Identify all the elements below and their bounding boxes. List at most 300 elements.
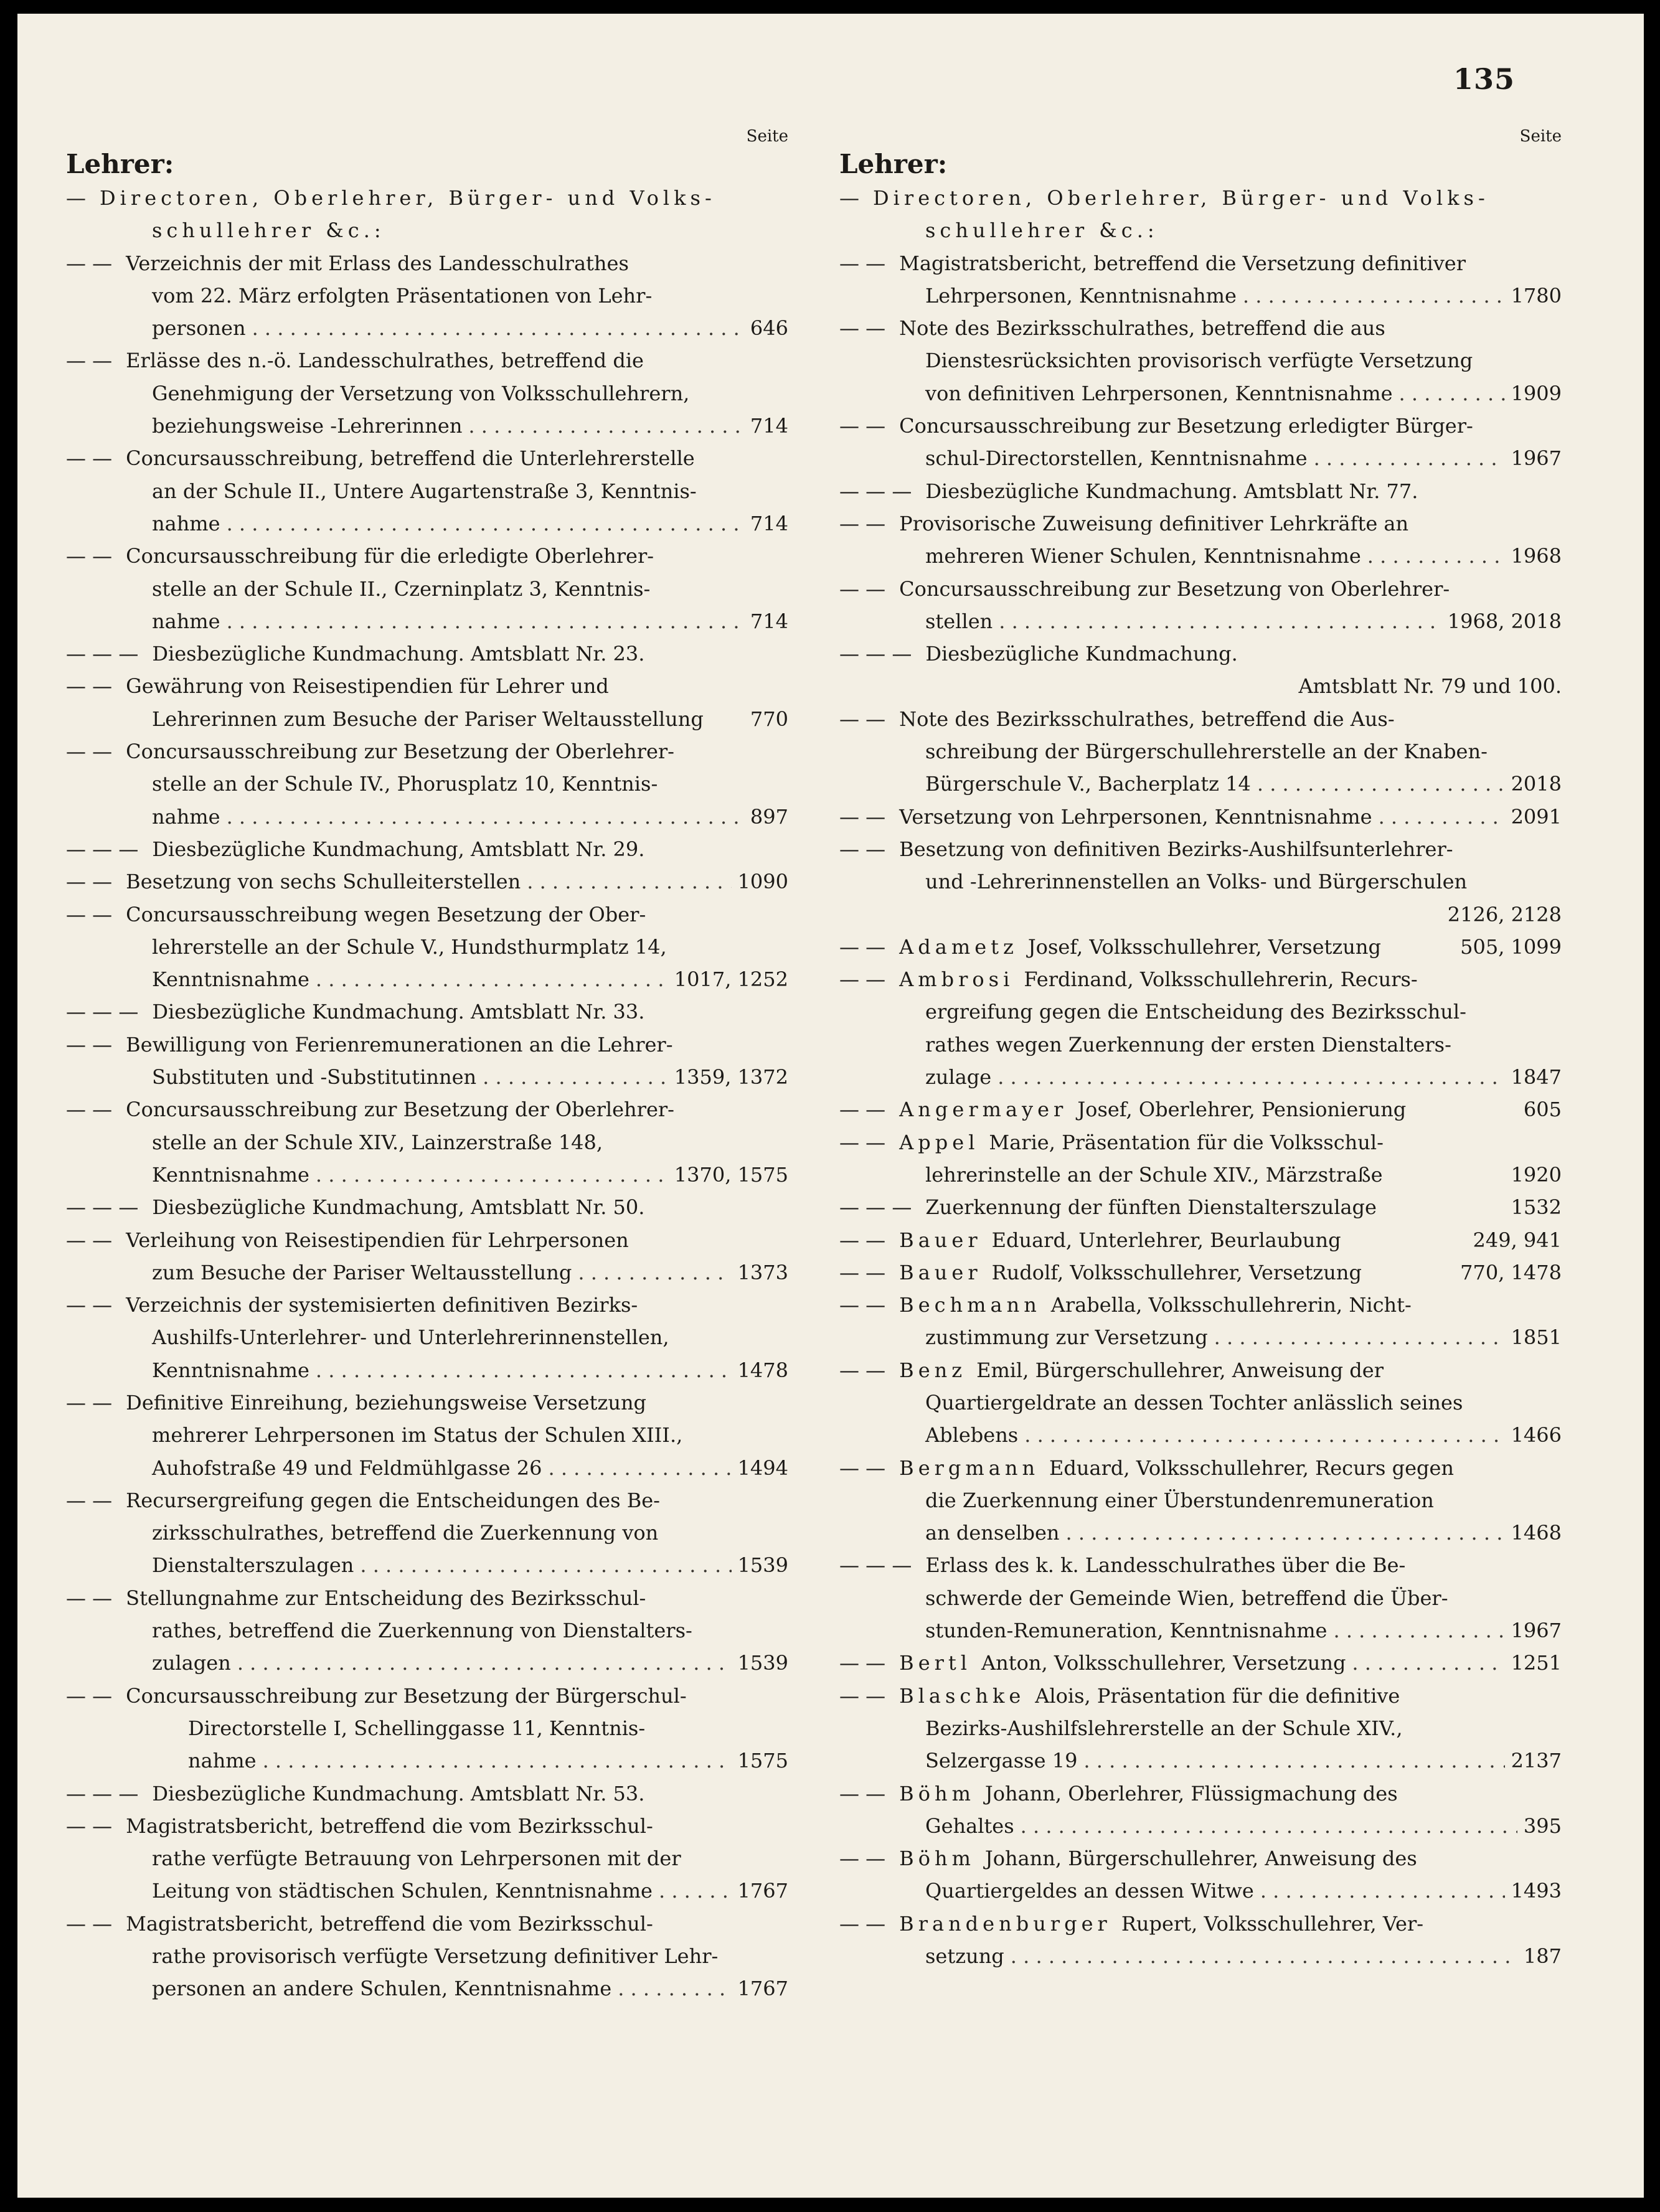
index-entry — [66, 1289, 788, 1386]
leader-dots — [578, 1256, 731, 1289]
entry-line — [66, 865, 788, 898]
page-reference: 646 — [750, 316, 788, 341]
page-reference: 1967 — [1511, 446, 1562, 471]
index-entry — [66, 1484, 788, 1582]
entry-line — [66, 1191, 788, 1223]
entry-line — [66, 214, 788, 247]
leader-dots — [316, 1354, 732, 1386]
page-reference: 1466 — [1511, 1423, 1562, 1447]
entry-text: vom 22. März erfolgten Präsentationen von Lehr- — [152, 283, 653, 308]
entry-dash: — — — [66, 1293, 113, 1317]
page-reference: 1767 — [737, 1879, 788, 1903]
entry-line — [839, 1875, 1562, 1907]
entry-text: nahme — [152, 609, 220, 633]
entry-text: Stellungnahme zur Entscheidung des Bezirksschul- — [126, 1586, 646, 1610]
entry-line — [66, 1972, 788, 2005]
page-reference: 395 — [1523, 1814, 1562, 1838]
leader-dots — [548, 1452, 731, 1484]
person-name: Blaschke — [899, 1683, 1026, 1708]
entry-dash: — — — [839, 1358, 886, 1382]
entry-line — [66, 410, 788, 442]
entry-dash: — — — — [66, 837, 139, 861]
index-entry — [66, 247, 788, 345]
entry-line — [66, 963, 788, 995]
entry-text: rathe provisorisch verfügte Versetzung definitiver Lehr- — [152, 1944, 719, 1969]
page-reference: 770, 1478 — [1460, 1260, 1562, 1284]
entry-line — [839, 1712, 1562, 1744]
entry-text: Auhofstraße 49 und Feldmühlgasse 26 — [152, 1456, 542, 1480]
entry-line — [66, 1549, 788, 1581]
leader-dots — [316, 963, 668, 995]
entry-line — [839, 1680, 1562, 1712]
entry-line — [66, 1842, 788, 1875]
index-entry — [66, 344, 788, 442]
index-entry — [839, 1126, 1562, 1192]
leader-dots — [999, 605, 1441, 638]
entry-line — [66, 1810, 788, 1842]
page-number: 135 — [1453, 62, 1515, 96]
entry-dash: — — — [66, 1098, 113, 1122]
entry-text: beziehungsweise -Lehrerinnen — [152, 414, 463, 438]
leader-dots — [227, 507, 744, 540]
index-entry — [66, 833, 788, 865]
person-name: Böhm — [899, 1847, 975, 1871]
entry-line — [839, 898, 1562, 931]
entry-text: Dienstesrücksichten provisorisch verfügte Versetzung — [925, 349, 1473, 373]
entry-line — [839, 540, 1562, 572]
person-name: Bertl — [899, 1651, 972, 1675]
index-entry — [839, 1549, 1562, 1647]
index-entry — [66, 1191, 788, 1223]
entry-dash: — — — [66, 349, 113, 373]
leader-dots — [263, 1744, 732, 1777]
section-title: Lehrer: — [839, 149, 948, 179]
person-name: Appel — [899, 1130, 979, 1154]
entry-dash: — — — [839, 1260, 886, 1284]
entry-line — [66, 540, 788, 572]
leader-dots — [316, 1159, 668, 1191]
entry-dash: — — — — [66, 642, 139, 666]
entry-text: Verzeichnis der systemisierten definitiven Bezirks- — [126, 1293, 638, 1317]
entry-text: stellen — [925, 609, 993, 633]
entry-text: Concursausschreibung zur Besetzung erledigter Bürger- — [899, 414, 1473, 438]
entry-dash: — — — [66, 1814, 113, 1838]
entry-line — [839, 995, 1562, 1028]
entry-text: Zuerkennung der fünften Dienstalterszulage — [925, 1195, 1377, 1220]
leader-dots — [1083, 1744, 1504, 1777]
entry-text: Directoren, Oberlehrer, Bürger- und Volks- — [100, 186, 716, 210]
entry-text: Alois, Präsentation für die definitive — [1035, 1683, 1400, 1708]
entry-text: Genehmigung der Versetzung von Volksschullehrern, — [152, 381, 690, 405]
entry-line — [839, 507, 1562, 540]
entry-dash: — — — [839, 1130, 886, 1154]
entry-line — [839, 442, 1562, 474]
entry-line — [66, 605, 788, 638]
entry-text: schullehrer &c.: — [925, 219, 1159, 243]
entry-line — [66, 182, 788, 214]
entry-text: nahme — [188, 1749, 257, 1773]
page-reference: 1373 — [737, 1260, 788, 1284]
entry-text: zustimmung zur Versetzung — [925, 1325, 1208, 1350]
index-entry — [839, 1224, 1562, 1256]
index-entry — [839, 1093, 1562, 1126]
page-reference: 1851 — [1511, 1325, 1562, 1350]
entry-text: Ferdinand, Volksschullehrerin, Recurs- — [1024, 967, 1418, 992]
entry-text: Erlässe des n.-ö. Landesschulrathes, betreffend die — [126, 349, 644, 373]
entry-text: Diesbezügliche Kundmachung. Amtsblatt Nr. 33. — [152, 1000, 645, 1024]
entry-text: Aushilfs-Unterlehrer- und Unterlehrerinnenstellen, — [152, 1325, 669, 1350]
leader-dots — [1367, 540, 1505, 572]
entry-text: Directoren, Oberlehrer, Bürger- und Volks- — [873, 186, 1489, 210]
entry-line — [66, 1744, 788, 1777]
entry-line — [839, 280, 1562, 312]
leader-dots — [618, 1972, 731, 2005]
entry-text: an denselben — [925, 1521, 1060, 1545]
entry-text: Lehrpersonen, Kenntnisnahme — [925, 283, 1237, 308]
entry-text: Concursausschreibung zur Besetzung der Oberlehrer- — [126, 740, 674, 764]
entry-text: Marie, Präsentation für die Volksschul- — [989, 1130, 1384, 1154]
entry-dash: — — — [839, 1781, 886, 1805]
entry-text: Concursausschreibung zur Besetzung der Oberlehrer- — [126, 1098, 674, 1122]
entry-line — [839, 182, 1562, 214]
entry-text: Rupert, Volksschullehrer, Ver- — [1121, 1911, 1424, 1936]
entry-line — [839, 1061, 1562, 1093]
index-entry — [839, 1289, 1562, 1354]
entry-text: Versetzung von Lehrpersonen, Kenntnisnahme — [899, 804, 1372, 829]
entry-line — [839, 214, 1562, 247]
index-entry — [839, 1191, 1562, 1223]
page-reference: 1468 — [1511, 1521, 1562, 1545]
entry-text: schullehrer &c.: — [152, 219, 385, 243]
entry-line — [839, 1419, 1562, 1451]
leader-dots — [227, 605, 744, 638]
entry-line — [66, 801, 788, 833]
entry-line — [839, 1647, 1562, 1679]
entry-dash: — — — — [66, 1195, 139, 1220]
index-entry — [66, 670, 788, 735]
entry-line — [839, 670, 1562, 702]
page-reference: 1251 — [1511, 1651, 1562, 1675]
page-reference: 1968, 2018 — [1447, 609, 1562, 633]
entry-text: Emil, Bürgerschullehrer, Anweisung der — [976, 1358, 1384, 1382]
section-title: Lehrer: — [66, 149, 174, 179]
leader-dots — [1066, 1517, 1505, 1549]
entry-line — [66, 735, 788, 768]
entry-text: an der Schule II., Untere Augartenstraße 3, Kenntnis- — [152, 479, 697, 503]
entry-line — [66, 312, 788, 344]
entry-text: Lehrerinnen zum Besuche der Pariser Weltausstellung — [152, 707, 704, 731]
entry-text: Kenntnisnahme — [152, 1358, 309, 1382]
index-entry — [66, 1386, 788, 1484]
entry-line — [66, 1093, 788, 1126]
page-reference: 1909 — [1511, 381, 1562, 405]
page-reference: 1967 — [1511, 1619, 1562, 1643]
entry-line — [839, 931, 1562, 963]
entry-dash: — — — [839, 414, 886, 438]
entry-line — [839, 703, 1562, 735]
entry-text: nahme — [152, 804, 220, 829]
entry-text: Kenntnisnahme — [152, 967, 309, 992]
page-reference: 897 — [750, 804, 788, 829]
entry-text: Dienstalterszulagen — [152, 1553, 354, 1578]
entry-text: mehrerer Lehrpersonen im Status der Schulen XIII., — [152, 1423, 683, 1447]
entry-text: lehrerstelle an der Schule V., Hundsthurmplatz 14, — [152, 934, 667, 959]
entry-line — [839, 475, 1562, 507]
page-reference: 1478 — [737, 1358, 788, 1382]
person-name: Böhm — [899, 1781, 975, 1805]
entry-text: Diesbezügliche Kundmachung. — [925, 642, 1238, 666]
entry-text: ergreifung gegen die Entscheidung des Bezirksschul- — [925, 1000, 1466, 1024]
entry-text: Arabella, Volksschullehrerin, Nicht- — [1050, 1293, 1412, 1317]
entry-text: stelle an der Schule XIV., Lainzerstraße 148, — [152, 1130, 603, 1154]
leader-dots — [1021, 1810, 1517, 1842]
entry-dash: — — — — [66, 1000, 139, 1024]
entry-text: Kenntnisnahme — [152, 1162, 309, 1187]
entry-text: Gehaltes — [925, 1814, 1014, 1838]
entry-line — [839, 768, 1562, 800]
entry-dash: — — — [66, 544, 113, 568]
entry-dash: — — — [66, 740, 113, 764]
leader-dots — [1257, 768, 1505, 800]
page-reference: 1539 — [737, 1553, 788, 1578]
entry-dash: — — — [839, 934, 886, 959]
entry-line — [66, 1224, 788, 1256]
entry-dash: — — — [66, 1586, 113, 1610]
entry-dash: — — — [839, 967, 886, 992]
page-reference: 714 — [750, 511, 788, 535]
index-entry — [839, 1680, 1562, 1777]
entry-dash: — — — [66, 1228, 113, 1252]
entry-line — [66, 573, 788, 605]
entry-text: Selzergasse 19 — [925, 1749, 1078, 1773]
entry-line — [66, 1680, 788, 1712]
entry-text: Definitive Einreihung, beziehungsweise Versetzung — [126, 1390, 647, 1414]
entry-text: Substituten und -Substitutinnen — [152, 1065, 477, 1090]
leader-dots — [1243, 280, 1505, 312]
entry-text: Quartiergeldrate an dessen Tochter anlässlich seines — [925, 1390, 1463, 1414]
entry-line — [66, 377, 788, 410]
index-entry — [839, 573, 1562, 638]
left-column — [66, 126, 788, 2005]
entry-dash: — — — [66, 1683, 113, 1708]
page-reference: 714 — [750, 609, 788, 633]
entry-line — [839, 377, 1562, 410]
entry-line — [839, 344, 1562, 377]
entry-text: von definitiven Lehrpersonen, Kenntnisnahme — [925, 381, 1393, 405]
entry-text: zulagen — [152, 1651, 231, 1675]
entry-line — [839, 1842, 1562, 1875]
page-reference: 1780 — [1511, 283, 1562, 308]
entry-text: Diesbezügliche Kundmachung, Amtsblatt Nr. 50. — [152, 1195, 645, 1220]
page-reference: 1767 — [737, 1977, 788, 2001]
entry-text: Johann, Bürgerschullehrer, Anweisung des — [984, 1847, 1417, 1871]
entry-dash: — — — — [839, 1553, 912, 1578]
entry-text: Concursausschreibung wegen Besetzung der Ober- — [126, 902, 646, 926]
entry-line — [839, 1159, 1562, 1191]
entry-line — [66, 1386, 788, 1419]
index-entry — [66, 865, 788, 898]
entry-text: schwerde der Gemeinde Wien, betreffend die Über- — [925, 1586, 1448, 1610]
page-reference: 187 — [1523, 1944, 1562, 1969]
entry-line — [66, 995, 788, 1028]
entry-text: mehreren Wiener Schulen, Kenntnisnahme — [925, 544, 1361, 568]
entry-dash: — — — [66, 446, 113, 471]
entry-line — [839, 1549, 1562, 1581]
entry-line — [839, 1256, 1562, 1289]
entry-dash: — — — [839, 837, 886, 861]
leader-dots — [483, 1061, 668, 1093]
entry-text: Leitung von städtischen Schulen, Kenntnisnahme — [152, 1879, 653, 1903]
column-header-seite: Seite — [1519, 127, 1562, 146]
entry-line — [839, 1744, 1562, 1777]
entry-text: Eduard, Unterlehrer, Beurlaubung — [991, 1228, 1341, 1252]
entry-dash: — — — [66, 1032, 113, 1057]
page-reference: 1017, 1252 — [674, 967, 788, 992]
leader-dots — [1214, 1321, 1505, 1353]
entry-text: rathes wegen Zuerkennung der ersten Dienstalters- — [925, 1032, 1451, 1057]
index-entry — [839, 182, 1562, 247]
entry-dash: — — — — [66, 1781, 139, 1805]
entry-line — [839, 735, 1562, 768]
entry-text: schreibung der Bürgerschullehrerstelle an der Knaben- — [925, 740, 1488, 764]
page-reference: 1847 — [1511, 1065, 1562, 1090]
entry-text: Rudolf, Volksschullehrer, Versetzung — [991, 1260, 1362, 1284]
person-name: Benz — [899, 1358, 967, 1382]
entry-dash: — — — [66, 870, 113, 894]
entry-text: Johann, Oberlehrer, Flüssigmachung des — [984, 1781, 1398, 1805]
entry-dash: — — — [66, 1390, 113, 1414]
entry-line — [66, 1159, 788, 1191]
index-entry — [66, 442, 788, 540]
index-entry — [839, 247, 1562, 313]
page-reference: 605 — [1523, 1098, 1562, 1122]
entry-text: nahme — [152, 511, 220, 535]
index-entry — [66, 182, 788, 247]
entry-line — [66, 833, 788, 865]
index-entry — [839, 1354, 1562, 1452]
leader-dots — [227, 801, 744, 833]
entry-text: Concursausschreibung, betreffend die Unterlehrerstelle — [126, 446, 695, 471]
entry-text: Quartiergeldes an dessen Witwe — [925, 1879, 1254, 1903]
entry-line — [839, 638, 1562, 670]
entry-text: personen — [152, 316, 246, 341]
entry-line — [839, 1093, 1562, 1126]
entry-line — [839, 1940, 1562, 1972]
entry-line — [839, 1354, 1562, 1386]
entry-line — [839, 312, 1562, 344]
index-entry — [66, 1810, 788, 1908]
entry-line — [839, 1810, 1562, 1842]
entry-text: Bürgerschule V., Bacherplatz 14 — [925, 772, 1251, 796]
entry-text: personen an andere Schulen, Kenntnisnahme — [152, 1977, 612, 2001]
index-entry — [66, 1777, 788, 1810]
leader-dots — [252, 312, 744, 344]
entry-dash: — — — [66, 251, 113, 275]
index-entry — [839, 1256, 1562, 1289]
person-name: Bechmann — [899, 1293, 1041, 1317]
entry-dash: — — — — [839, 642, 912, 666]
entry-line — [66, 1875, 788, 1907]
page-reference: 1370, 1575 — [674, 1162, 788, 1187]
entry-dash: — — — [839, 316, 886, 341]
entry-dash: — — — [839, 1098, 886, 1122]
page-reference: 1575 — [737, 1749, 788, 1773]
entry-line — [839, 1908, 1562, 1940]
entry-text: Gewährung von Reisestipendien für Lehrer und — [126, 674, 609, 699]
index-entry — [839, 833, 1562, 931]
person-name: Brandenburger — [899, 1911, 1111, 1936]
entry-text: Note des Bezirksschulrathes, betreffend die Aus- — [899, 707, 1395, 731]
entry-line — [839, 1484, 1562, 1517]
entry-text: und -Lehrerinnenstellen an Volks- und Bürgerschulen — [925, 870, 1468, 894]
entry-text: Amtsblatt Nr. 79 und 100. — [1298, 674, 1562, 699]
leader-dots — [237, 1647, 732, 1679]
entry-line — [66, 1614, 788, 1647]
entry-text: Verleihung von Reisestipendien für Lehrpersonen — [126, 1228, 629, 1252]
entry-text: Magistratsbericht, betreffend die Versetzung definitiver — [899, 251, 1466, 275]
entry-line — [66, 638, 788, 670]
index-entry — [839, 410, 1562, 475]
entry-dash: — — — [66, 674, 113, 699]
entry-line — [839, 247, 1562, 280]
entry-line — [66, 1256, 788, 1289]
entry-text: Magistratsbericht, betreffend die vom Bezirksschul- — [126, 1814, 653, 1838]
page-reference: 1494 — [737, 1456, 788, 1480]
entry-text: Eduard, Volksschullehrer, Recurs gegen — [1049, 1456, 1455, 1480]
index-entry — [839, 703, 1562, 801]
page-reference: 249, 941 — [1473, 1228, 1562, 1252]
entry-line — [66, 1908, 788, 1940]
entry-line — [66, 1940, 788, 1972]
leader-dots — [1314, 442, 1505, 474]
index-entry — [66, 1028, 788, 1094]
entry-line — [839, 1028, 1562, 1061]
entry-text: stunden-Remuneration, Kenntnisnahme — [925, 1619, 1328, 1643]
entry-line — [66, 1028, 788, 1061]
entry-dash: — — — — [839, 479, 912, 503]
entry-text: Diesbezügliche Kundmachung. Amtsblatt Nr. 53. — [152, 1781, 645, 1805]
entry-dash: — — — [66, 902, 113, 926]
entry-line — [839, 1386, 1562, 1419]
entry-text: Diesbezügliche Kundmachung. Amtsblatt Nr. 23. — [152, 642, 645, 666]
leader-dots — [1379, 801, 1505, 833]
entry-line — [66, 703, 788, 735]
leader-dots — [997, 1061, 1504, 1093]
entry-dash: — — [839, 186, 859, 210]
leader-dots — [1260, 1875, 1505, 1907]
entry-text: stelle an der Schule IV., Phorusplatz 10, Kenntnis- — [152, 772, 658, 796]
entry-text: zirksschulrathes, betreffend die Zuerkennung von — [152, 1521, 659, 1545]
entry-dash: — — — [839, 1293, 886, 1317]
entry-dash: — — — [839, 1228, 886, 1252]
entry-text: Bezirks-Aushilfslehrerstelle an der Schule XIV., — [925, 1716, 1403, 1740]
entry-text: Directorstelle I, Schellinggasse 11, Kenntnis- — [188, 1716, 646, 1740]
entry-dash: — — — [839, 1456, 886, 1480]
entry-line — [839, 963, 1562, 995]
page-reference: 2018 — [1511, 772, 1562, 796]
entry-text: 2126, 2128 — [1447, 902, 1562, 926]
entry-text: rathe verfügte Betrauung von Lehrpersonen mit der — [152, 1847, 681, 1871]
entry-line — [66, 442, 788, 474]
entry-line — [839, 410, 1562, 442]
entry-line — [66, 1126, 788, 1159]
entry-text: Magistratsbericht, betreffend die vom Bezirksschul- — [126, 1911, 653, 1936]
index-entry — [66, 1224, 788, 1289]
entry-line — [839, 801, 1562, 833]
index-entry — [839, 801, 1562, 833]
index-entry — [66, 995, 788, 1028]
index-entry — [66, 1582, 788, 1680]
